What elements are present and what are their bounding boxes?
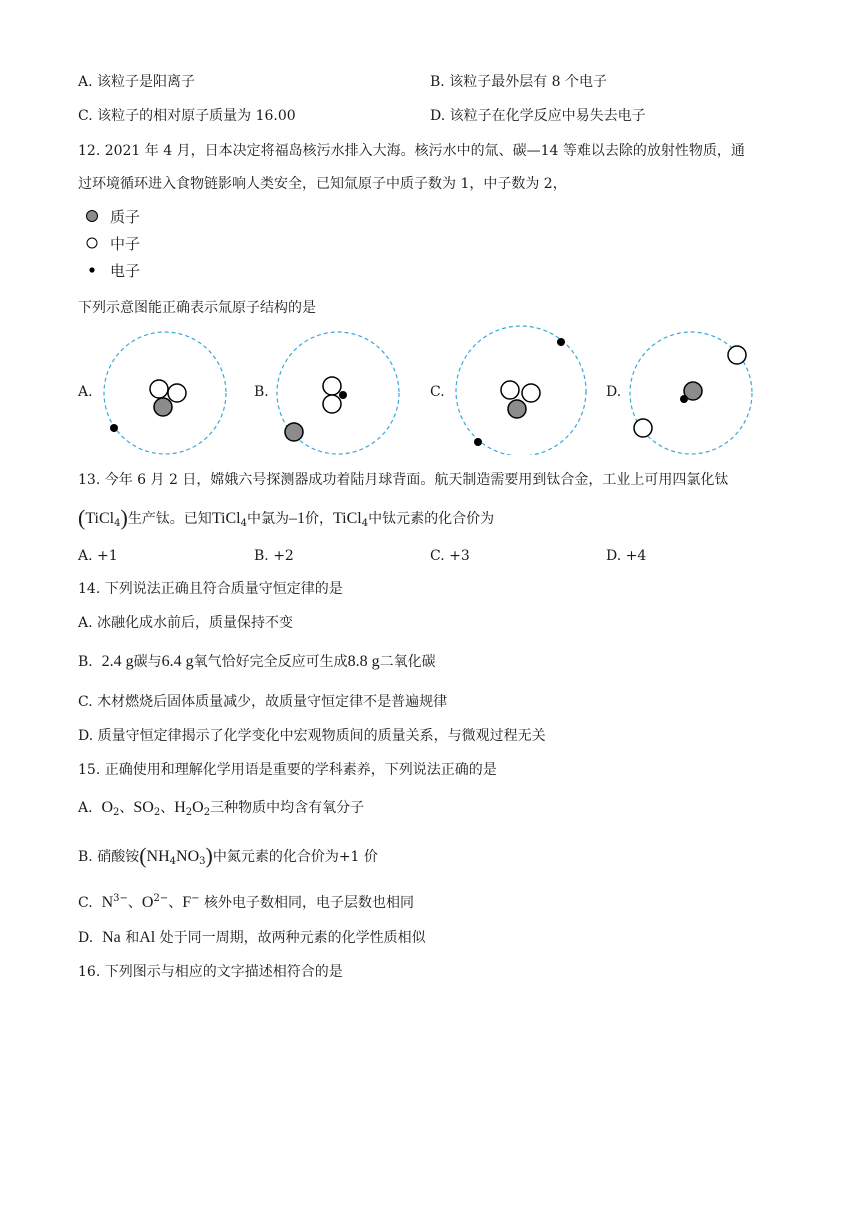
q13-stem-line1: 13. 今年 6 月 2 日，嫦娥六号探测器成功着陆月球背面。航天制造需要用到钛合金，工业上可用四氯化钛 <box>78 472 729 488</box>
q13-option-d: D. +4 <box>606 548 647 564</box>
proton-c <box>508 400 526 418</box>
atom-diagram-a <box>100 331 230 455</box>
neutron-d-2 <box>634 419 652 437</box>
neutron-b-1 <box>323 377 341 395</box>
q15-option-c: C. $N^{3-}$、$O^{2-}$、F− 核外电子数相同，电子层数也相同 <box>78 893 414 911</box>
q15-stem: 15. 正确使用和理解化学用语是重要的学科素养，下列说法正确的是 <box>78 762 497 778</box>
proton-b <box>285 423 303 441</box>
neutron-b-2 <box>323 395 341 413</box>
q12-option-c-label: C. <box>430 384 445 400</box>
neutron-a-1 <box>150 380 168 398</box>
q14-option-a: A. 冰融化成水前后，质量保持不变 <box>78 615 294 631</box>
legend-neutron <box>84 232 140 254</box>
q12-stem-line2: 过环境循环进入食物链影响人类安全，已知氚原子中质子数为 1，中子数为 2， <box>78 176 567 192</box>
legend-proton-label: 质子 <box>110 207 141 226</box>
neutron-icon <box>84 236 100 250</box>
legend-neutron-label: 中子 <box>110 234 141 253</box>
electron-icon <box>84 263 100 277</box>
q14-option-c: C. 木材燃烧后固体质量减少，故质量守恒定律不是普遍规律 <box>78 694 448 710</box>
q16-stem: 16. 下列图示与相应的文字描述相符合的是 <box>78 964 343 980</box>
atom-diagram-c <box>451 325 591 455</box>
q13-option-a: A. +1 <box>78 548 118 564</box>
atom-diagram-d <box>628 331 758 455</box>
q13-option-c: C. +3 <box>430 548 470 564</box>
electron-b <box>339 391 347 399</box>
neutron-c-2 <box>522 384 540 402</box>
q14-option-d: D. 质量守恒定律揭示了化学变化中宏观物质间的质量关系，与微观过程无关 <box>78 728 546 744</box>
q11-option-d: D. 该粒子在化学反应中易失去电子 <box>430 108 646 124</box>
neutron-a-2 <box>168 384 186 402</box>
q11-option-c: C. 该粒子的相对原子质量为 16.00 <box>78 108 296 124</box>
orbit-c <box>456 326 586 455</box>
q15-option-a: A. $O_2$、$SO_2$、$H_2O_2$三种物质中均含有氧分子 <box>78 799 365 818</box>
electron-d <box>680 395 688 403</box>
electron-c-1 <box>557 338 565 346</box>
electron-c-2 <box>474 438 482 446</box>
legend-electron <box>84 259 140 281</box>
legend-proton <box>84 205 140 227</box>
proton-icon <box>84 209 100 223</box>
q15-option-d: D. Na 和Al 处于同一周期，故两种元素的化学性质相似 <box>78 929 426 946</box>
proton-a <box>154 398 172 416</box>
q14-option-b: B. 2.4 g碳与6.4 g氧气恰好完全反应可生成8.8 g二氧化碳 <box>78 653 436 670</box>
q11-option-a: A. 该粒子是阳离子 <box>78 74 196 90</box>
q12-option-a-label: A. <box>78 384 93 400</box>
q14-stem: 14. 下列说法正确且符合质量守恒定律的是 <box>78 581 343 597</box>
q15-option-b: B. 硝酸铵$(NH_4NO_3)$中氮元素的化合价为+1 价 <box>78 843 378 868</box>
neutron-c-1 <box>501 381 519 399</box>
electron-a <box>110 424 118 432</box>
q13-option-b: B. +2 <box>254 548 294 564</box>
q12-stem-line1: 12. 2021 年 4 月，日本决定将福岛核污水排入大海。核污水中的氚、碳—14 等难以去除的放射性物质，通 <box>78 143 745 159</box>
neutron-d-1 <box>728 346 746 364</box>
atom-diagram-b <box>275 331 405 455</box>
q12-question: 下列示意图能正确表示氚原子结构的是 <box>78 300 316 316</box>
q11-option-b: B. 该粒子最外层有 8 个电子 <box>430 74 607 90</box>
legend-electron-label: 电子 <box>110 261 141 280</box>
q12-option-b-label: B. <box>254 384 269 400</box>
q13-stem-line2: (TiCl$_4$)生产钛。已知TiCl$_4$中氯为–1价，TiCl$_4$中钛元素的化合价为 <box>78 505 495 530</box>
q12-option-d-label: D. <box>606 384 622 400</box>
